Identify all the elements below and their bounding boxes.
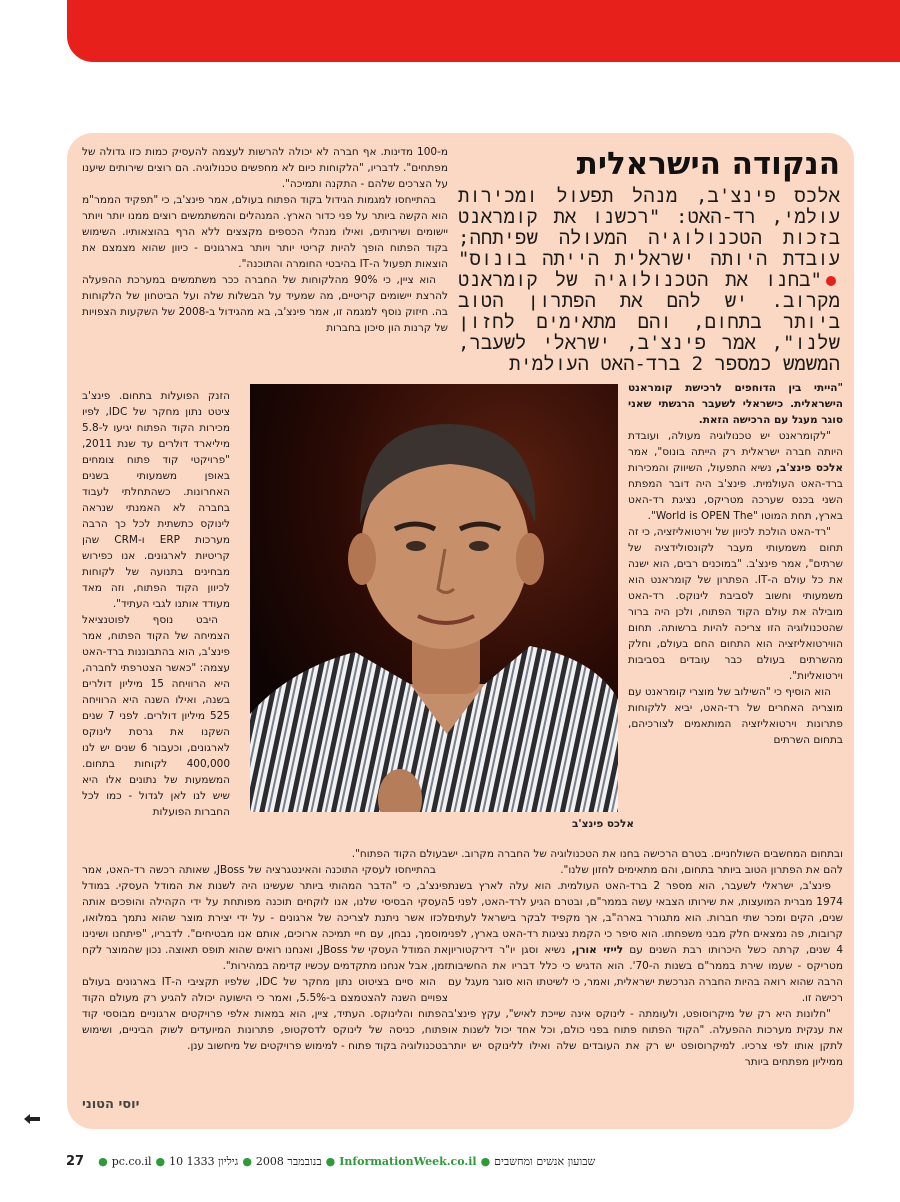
paragraph: בהתייחסו למגמות הגידול בקוד הפתוח בעולם, אמר פינצ'ב, כי "תפקיד הממר"מ הוא הקשה ביותר על פני כדור הארץ. המנהלים והמשתמשים רוצים ממנו יותר ויותר יישומים ושירותים, ואילו מנהלי הכספים מקצצים ללא הרף בהוצאותיו. השימוש בקוד הפתוח הופך להיות קריטי יותר ויותר בארגונים - כיוון שהוא מצמצם את הוצאות תפעול ה-IT בהיבטי החומרה והתוכנה". [82,194,448,270]
lead-quote: אלכס פינצ'ב, מנהל תפעול ומכירות עולמי, רד-האט: "רכשנו את קומראנט בזכות הטכנולוגיה המעולה שפיתחה; עובדת היותה ישראלית הייתה בונוס" [458,185,840,270]
page-number: 27 [66,1154,85,1169]
paragraph: ובתחום המחשבים השולחניים. בטרם הרכישה בחנו את הטכנולוגיה של החברה מקרוב. יש להם את הפתרון הטוב ביותר בתחום, והם מתאימים לחזון שלנו". [448,848,843,876]
article-title: הנקודה הישראלית [576,146,840,182]
column-right-bottom [448,846,843,1070]
paragraph-text: נשיא התפעול, השיווק והמכירות ברד-האט העולמית. פינצ'ב היה דובר המפתח השני בכנס שערכה מטריקס, נציגת רד-האט בארץ, תחת המוטו "World is OPEN The". [628,462,843,522]
paragraph: בהתייחסו לעסקי התוכנה והאינטגרציה של JBoss, שאותה רכשה רד-האט, אמר פינצ'ב, כי "הדבר המהותי ביותר שעשינו היה לשנות את המודל העסקי. במודל העסקי הבסיסי שלנו, אנו לוקחים תוכנה מפותחת על ידי הקהילה והופכים אותה לכזו אשר ניתנת לצריכה של ארגונים - על ידי יצירת מוצר שהוא נתמך במלואו, מוסמך, נבחן, עם חיי תמיכה ארוכים, אותם אנו מבטיחים". לדבריו, "פיתחנו ושינינו את המודל העסקי של JBoss, ואנחנו רואים שהוא תופס תאוצה. נכון שהמוצר לקח זמן, אבל אנחנו מתקדמים עכשיו קדימה במהירות". [82,864,448,972]
paragraph-text: פינצ'ב, ישראלי לשעבר, הוא מספר 2 ברד-האט העולמית. הוא עלה לארץ בשנת 1974 מברית המועצות, את שירותו הצבאי עשה בממר"ם, ובטרם הגיע לרד-האט, לפני 5 שנים, הקים ומכר שתי חברות. הוא מתגורר בארה"ב, אך מקפיד לבקר בישראל לעתים קרובות, פה נמצאים חלק מבני משפחתו. הוא סיפר כי הקמת נציגות רד-האט בארץ, לפני 4 שנים, קרתה כשל היכרותו רבת השנים עם [448,880,844,956]
paragraph: "חלונות היא רק של מיקרוסופט, ולעומתה - לינוקס אינה שייכת לאיש", עקץ פינצ'ב את ענקית מערכות ההפעלה. "הקוד הפתוח פתוח בפני כולם, וכל אחד יכול לשנות או לתקן אותו לפי צרכיו. למיקרוסופט יש רק את העובדים שלה ואילו ללינוקס יש יותר ממיליון מפתחים ביותר [448,1008,843,1068]
page-footer [66,1154,846,1169]
column-left-bottom [82,846,448,1054]
photo-caption: אלכס פינצ'ב [572,818,634,830]
arrow-left-icon [22,1113,42,1125]
paragraph: "הייתי בין הדוחפים לרכישת קומראנט הישראלית. כישראלי לשעבר הרגשתי שאני סוגר מעגל עם הרכישה הזאת. [628,382,843,426]
separator-dot-icon: ● [98,1155,108,1168]
paragraph-text: נשיא וסגן יו"ר דירקטוריון מטריקס - שעמו שירת בממר"ם בשנות ה-70'. הוא הדגיש כי כלל דבריו את החשיבות הרבה שהוא רואה בהיות החברה הנרכשת ישראלית, ואמר, כי לשיטתו הוא סוגר מעגל עם רכישה זו. [448,944,844,1004]
person-name: לייזי אורן, [571,944,624,956]
paragraph: הזנק הפועלות בתחום. פינצ'ב ציטט נתון מחקר של IDC, לפיו מכירות הקוד הפתוח יגיעו ל-5.8 מיליארד דולרים עד שנת 2011, "פרויקטי קוד פתוח צומחים באופן משמעותי בשנים האחרונות. כשהתחלתי לעבוד בחברה לא האמנתי שנראה לינוקס כתשתית לכל כך הרבה מערכות ERP ו-CRM שהן קריטיות לארגונים. אנו כפירוש מבחינים בתנועה של לקוחות לכיוון הקוד הפתוח, וזה מאד מעודד אותנו לגבי העתיד". [82,390,230,610]
separator-dot-icon: ● [155,1155,166,1168]
paragraph [448,878,843,1006]
portrait-photo [250,384,618,812]
footer-date: 10 בנובמבר 2008 [169,1155,322,1168]
bullet-dot-icon [826,276,836,286]
paragraph: "רד-האט הולכת לכיוון של וירטואליזציה, כי זה תחום משמעותי מעבר לקונסולידציה של שרתים", אמר פינצ'ב. "במוכנים רבים, הוא ישנה את כל עולם ה-IT. הפתרון של קומראנט הוא משמעותי וחשוב לסביבת לינוקס. רד-האט מובילה את עולם הקוד הפתוח, ולכן היה ברור שהטכנולוגיה הזו צריכה להיות ברשותה. תחום הווירטואליזציה הוא התחום החם בעולם, וחלק מהשרתים בעולם כבר עובדים בסביבות וירטואליות". [628,526,843,682]
column-left-top [82,144,448,336]
footer-issue: גיליון 1333 [186,1155,239,1168]
paragraph: הוא הוסיף כי "השילוב של מוצרי קומראנט עם מוצריה האחרים של רד-האט, יביא ללקוחות פתרונות וירטואליזציה המותאמים לצורכיהם, בתחום השרתים [628,686,843,746]
paragraph: בעולם הקוד הפתוח". [351,848,448,860]
paragraph-text: "לקומראנט יש טכנולוגיה מעולה, ועובדת היותה חברה ישראלית רק הייתה בונוס", אמר [628,430,843,458]
author-byline: יוסי הטוני [82,1097,140,1112]
footer-site: pc.co.il [111,1155,152,1168]
paragraph: הוא סיים בציטוט נתון מחקר של IDC, שלפיו תקציבי ה-IT בארגונים בעולם צפויים השנה להצטמצם ב-5.5%, ואמר כי הישועה יכולה להגיע רק מעולם הקוד הפתוח והלינוקס. העתיד, ציין, הוא במאות אלפי פרויקטים ארגוניים מבוססי קוד פתוח, כניסה של לינוקס לדסקטופ, פתרונות המיועדים לשוק הביניים, ושימוש בטכנולוגיה בקוד פתוח - למימוש פרויקטים של מיחשוב ענן. [82,976,448,1052]
separator-dot-icon: ● [480,1155,491,1168]
person-name: אלכס פינצ'ב, [775,462,844,474]
top-red-banner [67,0,900,62]
separator-dot-icon: ● [325,1155,336,1168]
footer-brand: InformationWeek.co.il [339,1155,477,1168]
paragraph: היבט נוסף לפוטנציאל הצמיחה של הקוד הפתוח, אמר פינצ'ב, הוא בהתבוננות ברד-האט עצמה: "כאשר הצטרפתי לחברה, היא הרוויחה 15 מיליון דולרים בשנה, ואילו השנה היא הרוויחה 525 מיליון דולרים. לפני 7 שנים השקנו את גרסת לינוקס לארגונים, וכעבור 6 שנים יש לנו 400,000 לקוחות בתחום. המשמעות של נתונים אלו היא שיש לנו לאן לגדול - כמו לכל החברות הפועלות [82,614,231,818]
paragraph: מ-100 מדינות. אף חברה לא יכולה להרשות לעצמה להעסיק כמות כזו גדולה של מפתחים". לדבריו, "הלקוחות כיום לא מחפשים טכנולוגיה. הם רוצים שירותים שיענו על הצרכים שלהם - התקנה ותמיכה". [82,146,448,190]
footer-magazine: שבועון אנשים ומחשבים [494,1155,596,1168]
paragraph [628,428,843,524]
paragraph: הוא ציין, כי 90% מהלקוחות של החברה ככר משתמשים במערכת ההפעלה להרצת יישומים קריטיים, מה שמעיד על הבשלות שלה ועל הביטחון של הלקוחות בה. חיזוק נוסף למגמה זו, אמר פינצ'ב, בא מהגידול ב-2008 של השקעות הצפויות של קרנות הון סיכון בחברות [82,274,448,334]
column-left-mid [82,388,230,820]
separator-dot-icon: ● [242,1155,252,1168]
column-right [628,380,843,748]
lead-body: "בחנו את הטכנולוגיה של קומראנט מקרוב. יש להם את הפתרון הטוב ביותר בתחום, והם מתאימים לחזון שלנו", אמר פינצ'ב, ישראלי לשעבר, המשמש כמספר 2 ברד-האט העולמית [458,269,840,375]
article-lead [458,186,840,375]
